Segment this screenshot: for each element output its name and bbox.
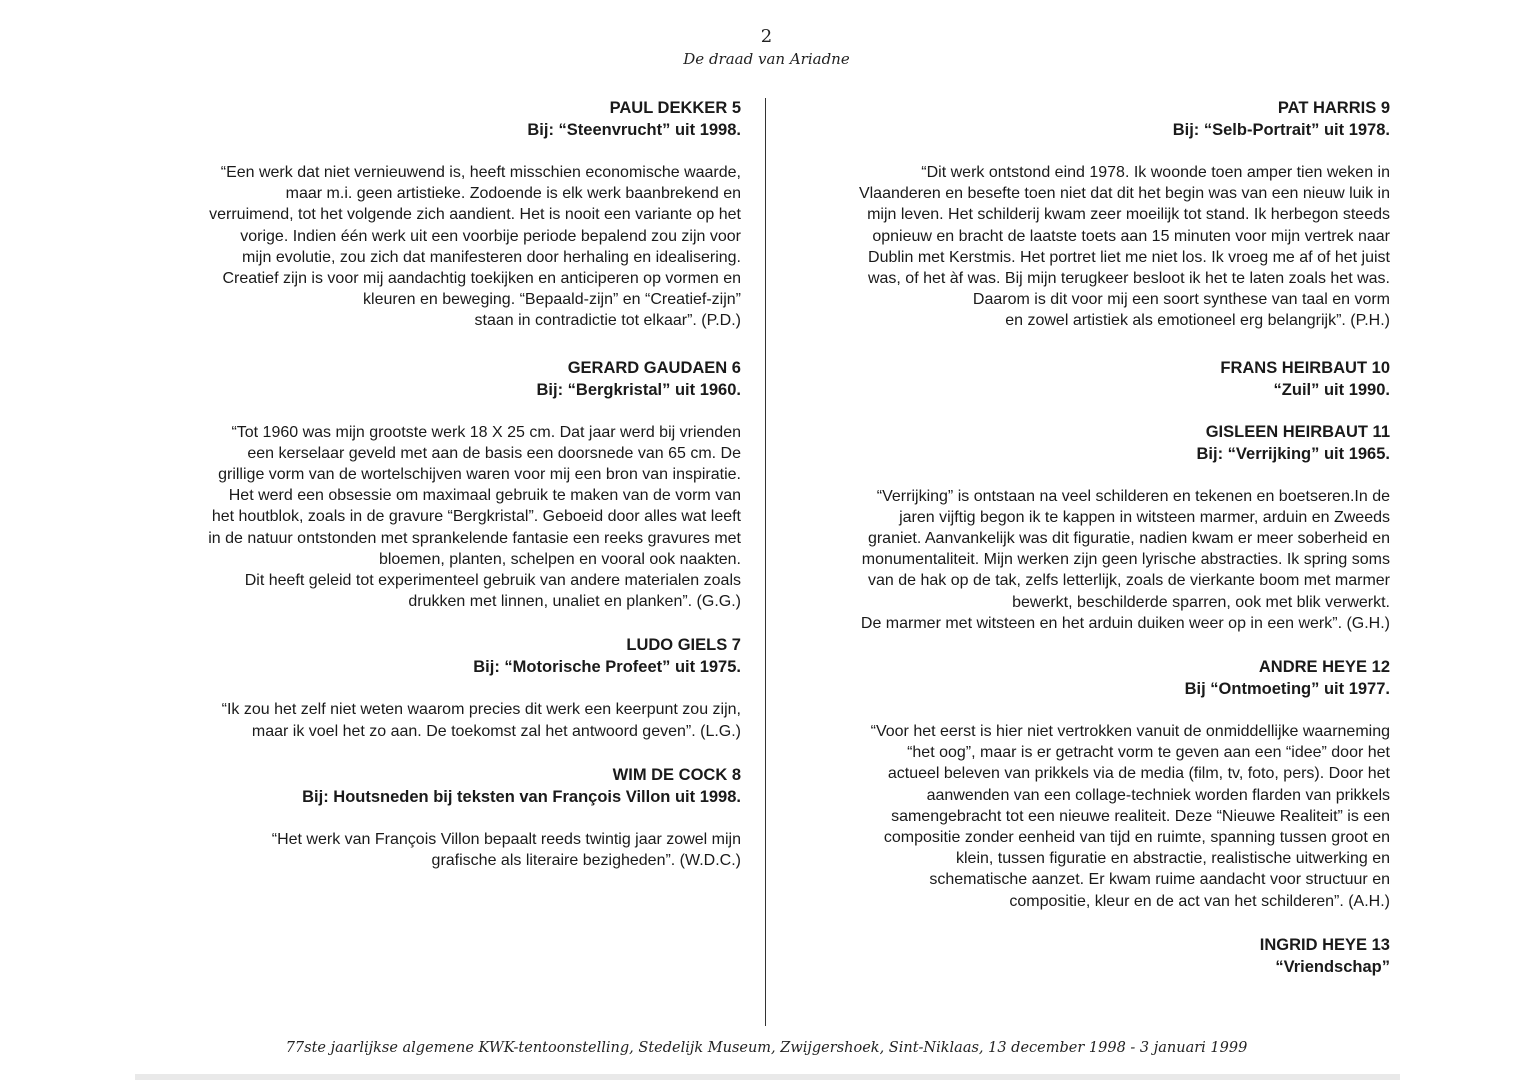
quote-line: bloemen, planten, schelpen en vooral ook naakten. (378, 550, 741, 568)
right-column (790, 97, 1390, 978)
artist-quote (790, 162, 1390, 332)
quote-line: maar ik voel het zo aan. De toekomst zal het antwoord geven”. (L.G.) (251, 722, 741, 740)
quote-line: Daarom is dit voor mij een soort synthese van taal en vorm (972, 291, 1390, 309)
column-divider (765, 98, 766, 1026)
quote-line: graniet. Aanvankelijk was dit figuratie, nadien kwam er meer soberheid en (867, 530, 1390, 548)
quote-line: De marmer met witsteen en het arduin duiken weer op in een werk”. (G.H.) (860, 614, 1390, 632)
entry-wim-de-cock (140, 764, 741, 871)
quote-line: compositie zonder eenheid van tijd en ruimte, spanning tussen groot en (883, 829, 1390, 847)
artist-quote (140, 422, 741, 613)
work-title: Bij: “Verrijking” uit 1965. (1196, 444, 1390, 463)
quote-line: samengebracht tot een nieuwe realiteit. Deze “Nieuwe Realiteit” is een (891, 807, 1390, 825)
quote-line: vorige. Indien één werk uit een voorbije periode bepalend zou zijn voor (240, 227, 741, 245)
quote-line: “Tot 1960 was mijn grootste werk 18 X 25 cm. Dat jaar werd bij vrienden (231, 423, 741, 441)
quote-line: “Dit werk ontstond eind 1978. Ik woonde toen amper tien weken in (921, 164, 1390, 181)
quote-line: actueel beleven van prikkels via de media (film, tv, foto, pers). Door het (887, 765, 1390, 783)
artist-name: INGRID HEYE 13 (1259, 935, 1390, 954)
quote-line: was, of het àf was. Bij mijn terugkeer besloot ik het te laten zoals het was. (867, 270, 1390, 288)
quote-line: van de hak op de tak, zelfs letterlijk, zoals de vierkante boom met marmer (867, 572, 1390, 590)
artist-quote (790, 721, 1390, 912)
quote-line: maar m.i. geen artistieke. Zodoende is elk werk baanbrekend en (285, 185, 741, 203)
work-title: “Vriendschap” (1275, 957, 1390, 976)
exhibition-footer: 77ste jaarlijkse algemene KWK-tentoonstelling, Stedelijk Museum, Zwijgershoek, Sint-Niklaas, 13 december 1998 - 3 januari 1999 (285, 1040, 1248, 1056)
entry-andre-heye (790, 656, 1390, 912)
quote-line: monumentaliteit. Mijn werken zijn geen lyrische abstracties. Ik spring soms (861, 551, 1390, 569)
left-column (140, 97, 741, 871)
quote-line: kleuren en beweging. “Bepaald-zijn” en “Creatief-zijn” (363, 291, 741, 309)
quote-line: grafische als literaire bezigheden”. (W.D.C.) (431, 852, 741, 870)
entry-paul-dekker (140, 97, 741, 332)
quote-line: een kerselaar geveld met aan de basis een doorsnede van 65 cm. De (247, 444, 741, 462)
quote-line: mijn leven. Het schilderij kwam zeer moeilijk tot stand. Ik herbegon steeds (867, 206, 1390, 224)
artist-name: WIM DE COCK 8 (612, 765, 741, 784)
quote-line: aanwenden van een collage-techniek worden flarden van prikkels (926, 786, 1390, 804)
artist-name: FRANS HEIRBAUT 10 (1220, 358, 1390, 377)
entry-gisleen-heirbaut (790, 421, 1390, 634)
quote-line: en zowel artistiek als emotioneel erg belangrijk”. (P.H.) (1005, 312, 1390, 330)
work-title: “Zuil” uit 1990. (1273, 380, 1390, 399)
quote-line: Vlaanderen en besefte toen niet dat dit het begin was van een nieuw luik in (858, 185, 1390, 203)
page-number: 2 (760, 26, 773, 47)
entry-gerard-gaudaen (140, 357, 741, 613)
artist-quote (140, 162, 741, 332)
quote-line: grillige vorm van de wortelschijven waren voor mij een bron van inspiratie. (218, 466, 741, 484)
work-title: Bij: “Steenvrucht” uit 1998. (527, 121, 741, 139)
quote-line: het houtblok, zoals in de gravure “Bergkristal”. Geboeid door alles wat leeft (211, 508, 741, 526)
work-title: Bij: “Bergkristal” uit 1960. (536, 380, 741, 399)
quote-line: schematische aanzet. Er kwam ruime aandacht voor structuur en (929, 871, 1390, 889)
quote-line: “Een werk dat niet vernieuwend is, heeft misschien economische waarde, (220, 164, 741, 181)
artist-quote (140, 699, 741, 741)
quote-line: “Ik zou het zelf niet weten waarom precies dit werk een keerpunt zou zijn, (221, 701, 741, 719)
artist-quote (790, 486, 1390, 634)
quote-line: “Voor het eerst is hier niet vertrokken vanuit de onmiddellijke waarneming (870, 723, 1390, 741)
artist-name: PAT HARRIS 9 (1277, 99, 1390, 117)
quote-line: “Het werk van François Villon bepaalt reeds twintig jaar zowel mijn (271, 830, 741, 848)
entry-ingrid-heye (790, 934, 1390, 978)
entry-frans-heirbaut (790, 357, 1390, 401)
quote-line: jaren vijftig begon ik te kappen in witsteen marmer, arduin en Zweeds (899, 508, 1390, 526)
quote-line: compositie, kleur en de act van het schilderen”. (A.H.) (1009, 892, 1390, 910)
quote-line: drukken met linnen, unaliet en planken”. (G.G.) (408, 593, 741, 611)
quote-line: Dit heeft geleid tot experimenteel gebruik van andere materialen zoals (244, 572, 741, 590)
quote-line: bewerkt, beschilderde sparren, ook met blik verwerkt. (1012, 593, 1390, 611)
quote-line: mijn evolutie, zou zich dat manifesteren door herhaling en idealisering. (242, 248, 741, 266)
work-title: Bij “Ontmoeting” uit 1977. (1184, 680, 1390, 699)
quote-line: klein, tussen figuratie en abstractie, realistische uitwerking en (956, 850, 1390, 868)
quote-line: “het oog”, maar is er getracht vorm te geven aan een “idee” door het (907, 744, 1390, 762)
quote-line: verruimend, tot het volgende zich aandient. Het is nooit een variante op het (209, 206, 741, 224)
quote-line: Dublin met Kerstmis. Het portret liet me niet los. Ik vroeg me af of het juist (868, 248, 1390, 266)
artist-name: GISLEEN HEIRBAUT 11 (1205, 422, 1390, 441)
artist-name: GERARD GAUDAEN 6 (567, 358, 741, 377)
entry-ludo-giels (140, 634, 741, 741)
quote-line: opnieuw en bracht de laatste toets aan 15 minuten voor mijn vertrek naar (872, 227, 1390, 245)
artist-name: PAUL DEKKER 5 (609, 99, 741, 117)
artist-name: LUDO GIELS 7 (626, 636, 741, 655)
quote-line: in de natuur ontstonden met sprankelende fantasie een reeks gravures met (208, 529, 741, 547)
quote-line: Creatief zijn is voor mij aandachtig toekijken en anticiperen op vormen en (222, 270, 741, 288)
work-title: Bij: Houtsneden bij teksten van François Villon uit 1998. (302, 787, 741, 806)
artist-name: ANDRE HEYE 12 (1258, 658, 1390, 677)
scan-edge (135, 1074, 1400, 1080)
page-subtitle: De draad van Ariadne (683, 50, 850, 68)
work-title: Bij: “Selb-Portrait” uit 1978. (1172, 121, 1390, 139)
quote-line: staan in contradictie tot elkaar”. (P.D.) (474, 312, 741, 330)
quote-line: Het werd een obsessie om maximaal gebruik te maken van de vorm van (228, 487, 741, 505)
quote-line: “Verrijking” is ontstaan na veel schilderen en tekenen en boetseren.In de (876, 487, 1390, 505)
entry-pat-harris (790, 97, 1390, 332)
artist-quote (140, 829, 741, 871)
work-title: Bij: “Motorische Profeet” uit 1975. (473, 658, 741, 677)
